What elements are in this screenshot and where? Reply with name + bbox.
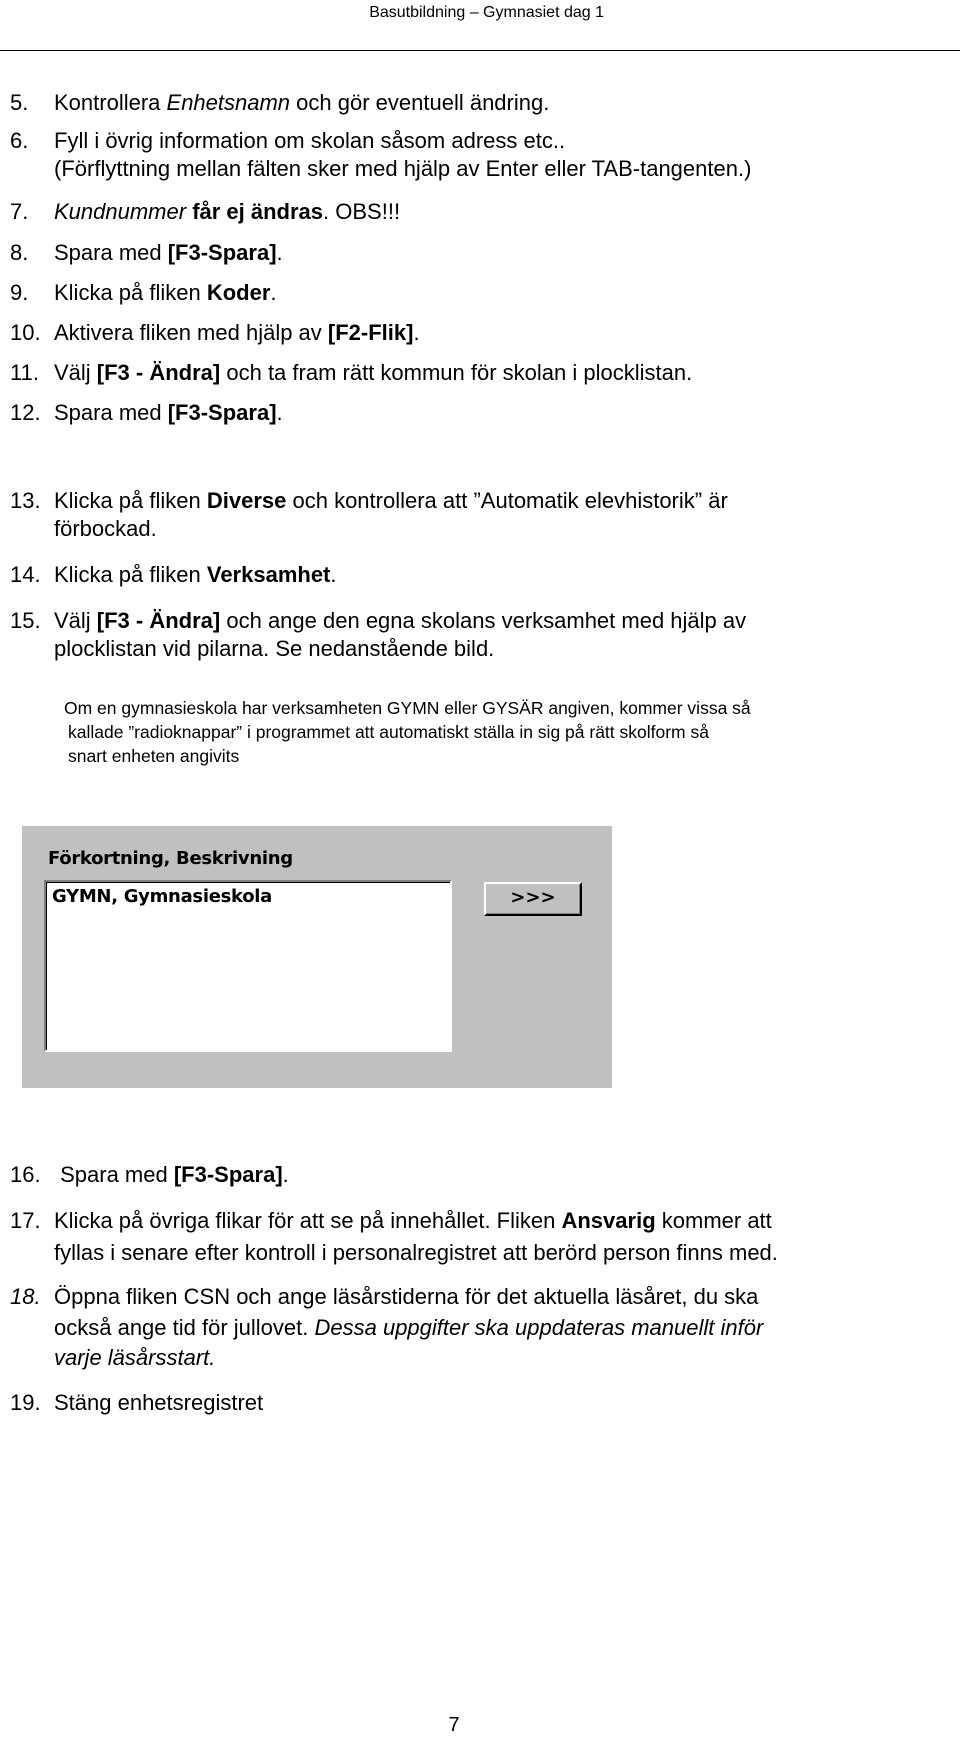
step-bold: Verksamhet <box>206 562 331 587</box>
step-bold: [F3-Spara] <box>167 400 277 425</box>
step-bold: [F3-Spara] <box>167 240 277 265</box>
step-bold: Diverse <box>206 488 287 513</box>
step-18-line-3 <box>10 1343 215 1373</box>
step-text: Klicka på fliken <box>54 280 207 305</box>
step-number: 15. <box>10 608 41 633</box>
step-text: (Förflyttning mellan fälten sker med hjälp av Enter eller TAB-tangenten.) <box>54 156 752 181</box>
step-text: Klicka på övriga flikar för att se på innehållet. Fliken <box>54 1208 562 1233</box>
step-10 <box>10 318 420 348</box>
step-16 <box>10 1160 289 1190</box>
step-17-line-2 <box>10 1238 778 1268</box>
step-11 <box>10 358 692 388</box>
step-number: 10. <box>10 320 41 345</box>
step-bold: [F3 - Ändra] <box>96 360 221 385</box>
step-number: 12. <box>10 400 41 425</box>
dialog-field-label: Förkortning, Beskrivning <box>48 848 293 869</box>
step-bold: [F3 - Ändra] <box>96 608 221 633</box>
step-text: . <box>270 280 277 305</box>
header-title: Basutbildning – Gymnasiet dag 1 <box>369 4 604 21</box>
step-15-line-2 <box>10 634 494 664</box>
step-9 <box>10 278 277 308</box>
step-text: Spara med <box>54 240 168 265</box>
step-text: Stäng enhetsregistret <box>54 1390 264 1415</box>
step-text: . <box>330 562 337 587</box>
step-15 <box>10 606 746 636</box>
step-number: 18. <box>10 1284 41 1309</box>
step-14 <box>10 560 337 590</box>
step-7 <box>10 197 400 227</box>
step-italic: Dessa uppgifter ska uppdateras manuellt inför <box>314 1315 764 1340</box>
step-text: också ange tid för jullovet. <box>54 1315 315 1340</box>
picklist-arrows-button[interactable]: >>> <box>484 882 582 916</box>
step-number: 8. <box>10 240 29 265</box>
list-item[interactable]: GYMN, Gymnasieskola <box>52 886 272 907</box>
step-text: och ange den egna skolans verksamhet med hjälp av <box>220 608 747 633</box>
step-text: och gör eventuell ändring. <box>290 90 550 115</box>
step-number: 16. <box>10 1162 41 1187</box>
note-line: Om en gymnasieskola har verksamheten GYMN eller GYSÄR angiven, kommer vissa så <box>64 698 751 718</box>
step-text: . <box>413 320 420 345</box>
step-text: . OBS!!! <box>323 199 401 224</box>
step-text: Spara med <box>54 1162 174 1187</box>
step-italic: varje läsårsstart. <box>54 1345 216 1370</box>
note-line: kallade ”radioknappar” i programmet att automatiskt ställa in sig på rätt skolform så <box>68 722 709 742</box>
step-8 <box>10 238 283 268</box>
step-text: Fyll i övrig information om skolan såsom adress etc.. <box>54 128 566 153</box>
step-12 <box>10 398 283 428</box>
step-text: Kontrollera <box>54 90 167 115</box>
step-5 <box>10 88 549 118</box>
step-text: . <box>282 1162 289 1187</box>
step-number: 13. <box>10 488 41 513</box>
step-text: Aktivera fliken med hjälp av <box>54 320 328 345</box>
step-bold: Koder <box>206 280 271 305</box>
step-bold: [F3-Spara] <box>173 1162 283 1187</box>
step-text: . <box>276 240 283 265</box>
step-text: Klicka på fliken <box>54 488 207 513</box>
note-line: snart enheten angivits <box>68 746 240 766</box>
step-text: . <box>276 400 283 425</box>
step-bold: [F2-Flik] <box>327 320 414 345</box>
step-text: och kontrollera att ”Automatik elevhistorik” är <box>286 488 728 513</box>
step-13-line-2 <box>10 514 157 544</box>
step-19 <box>10 1388 263 1418</box>
step-text: Välj <box>54 608 97 633</box>
step-6-line-2 <box>10 154 751 184</box>
step-number: 11. <box>10 360 39 385</box>
step-number: 7. <box>10 199 29 224</box>
info-note <box>64 696 960 768</box>
step-13 <box>10 486 728 516</box>
step-text: Klicka på fliken <box>54 562 207 587</box>
step-17 <box>10 1206 772 1236</box>
verksamhet-list[interactable] <box>44 880 452 1052</box>
step-number: 6. <box>10 128 29 153</box>
step-number: 17. <box>10 1208 41 1233</box>
step-text: Välj <box>54 360 97 385</box>
step-18-line-2 <box>10 1313 763 1343</box>
header-rule <box>0 50 960 51</box>
verksamhet-dialog-screenshot <box>22 826 612 1088</box>
step-text: kommer att <box>655 1208 772 1233</box>
step-6 <box>10 126 565 156</box>
step-italic: Kundnummer <box>54 199 187 224</box>
step-italic: Enhetsnamn <box>166 90 291 115</box>
step-text: fyllas i senare efter kontroll i personalregistret att berörd person finns med. <box>54 1240 778 1265</box>
step-number: 14. <box>10 562 41 587</box>
step-bold: Ansvarig <box>561 1208 656 1233</box>
step-18 <box>10 1282 758 1312</box>
step-text: Öppna fliken CSN och ange läsårstiderna för det aktuella läsåret, du ska <box>54 1284 759 1309</box>
step-number: 5. <box>10 90 29 115</box>
step-text: Spara med <box>54 400 168 425</box>
page-number: 7 <box>448 1714 460 1736</box>
step-text: och ta fram rätt kommun för skolan i plocklistan. <box>220 360 693 385</box>
step-number: 19. <box>10 1390 41 1415</box>
step-number: 9. <box>10 280 29 305</box>
step-text: förbockad. <box>54 516 157 541</box>
step-text: plocklistan vid pilarna. Se nedanstående bild. <box>54 636 495 661</box>
step-bold: får ej ändras <box>186 199 324 224</box>
